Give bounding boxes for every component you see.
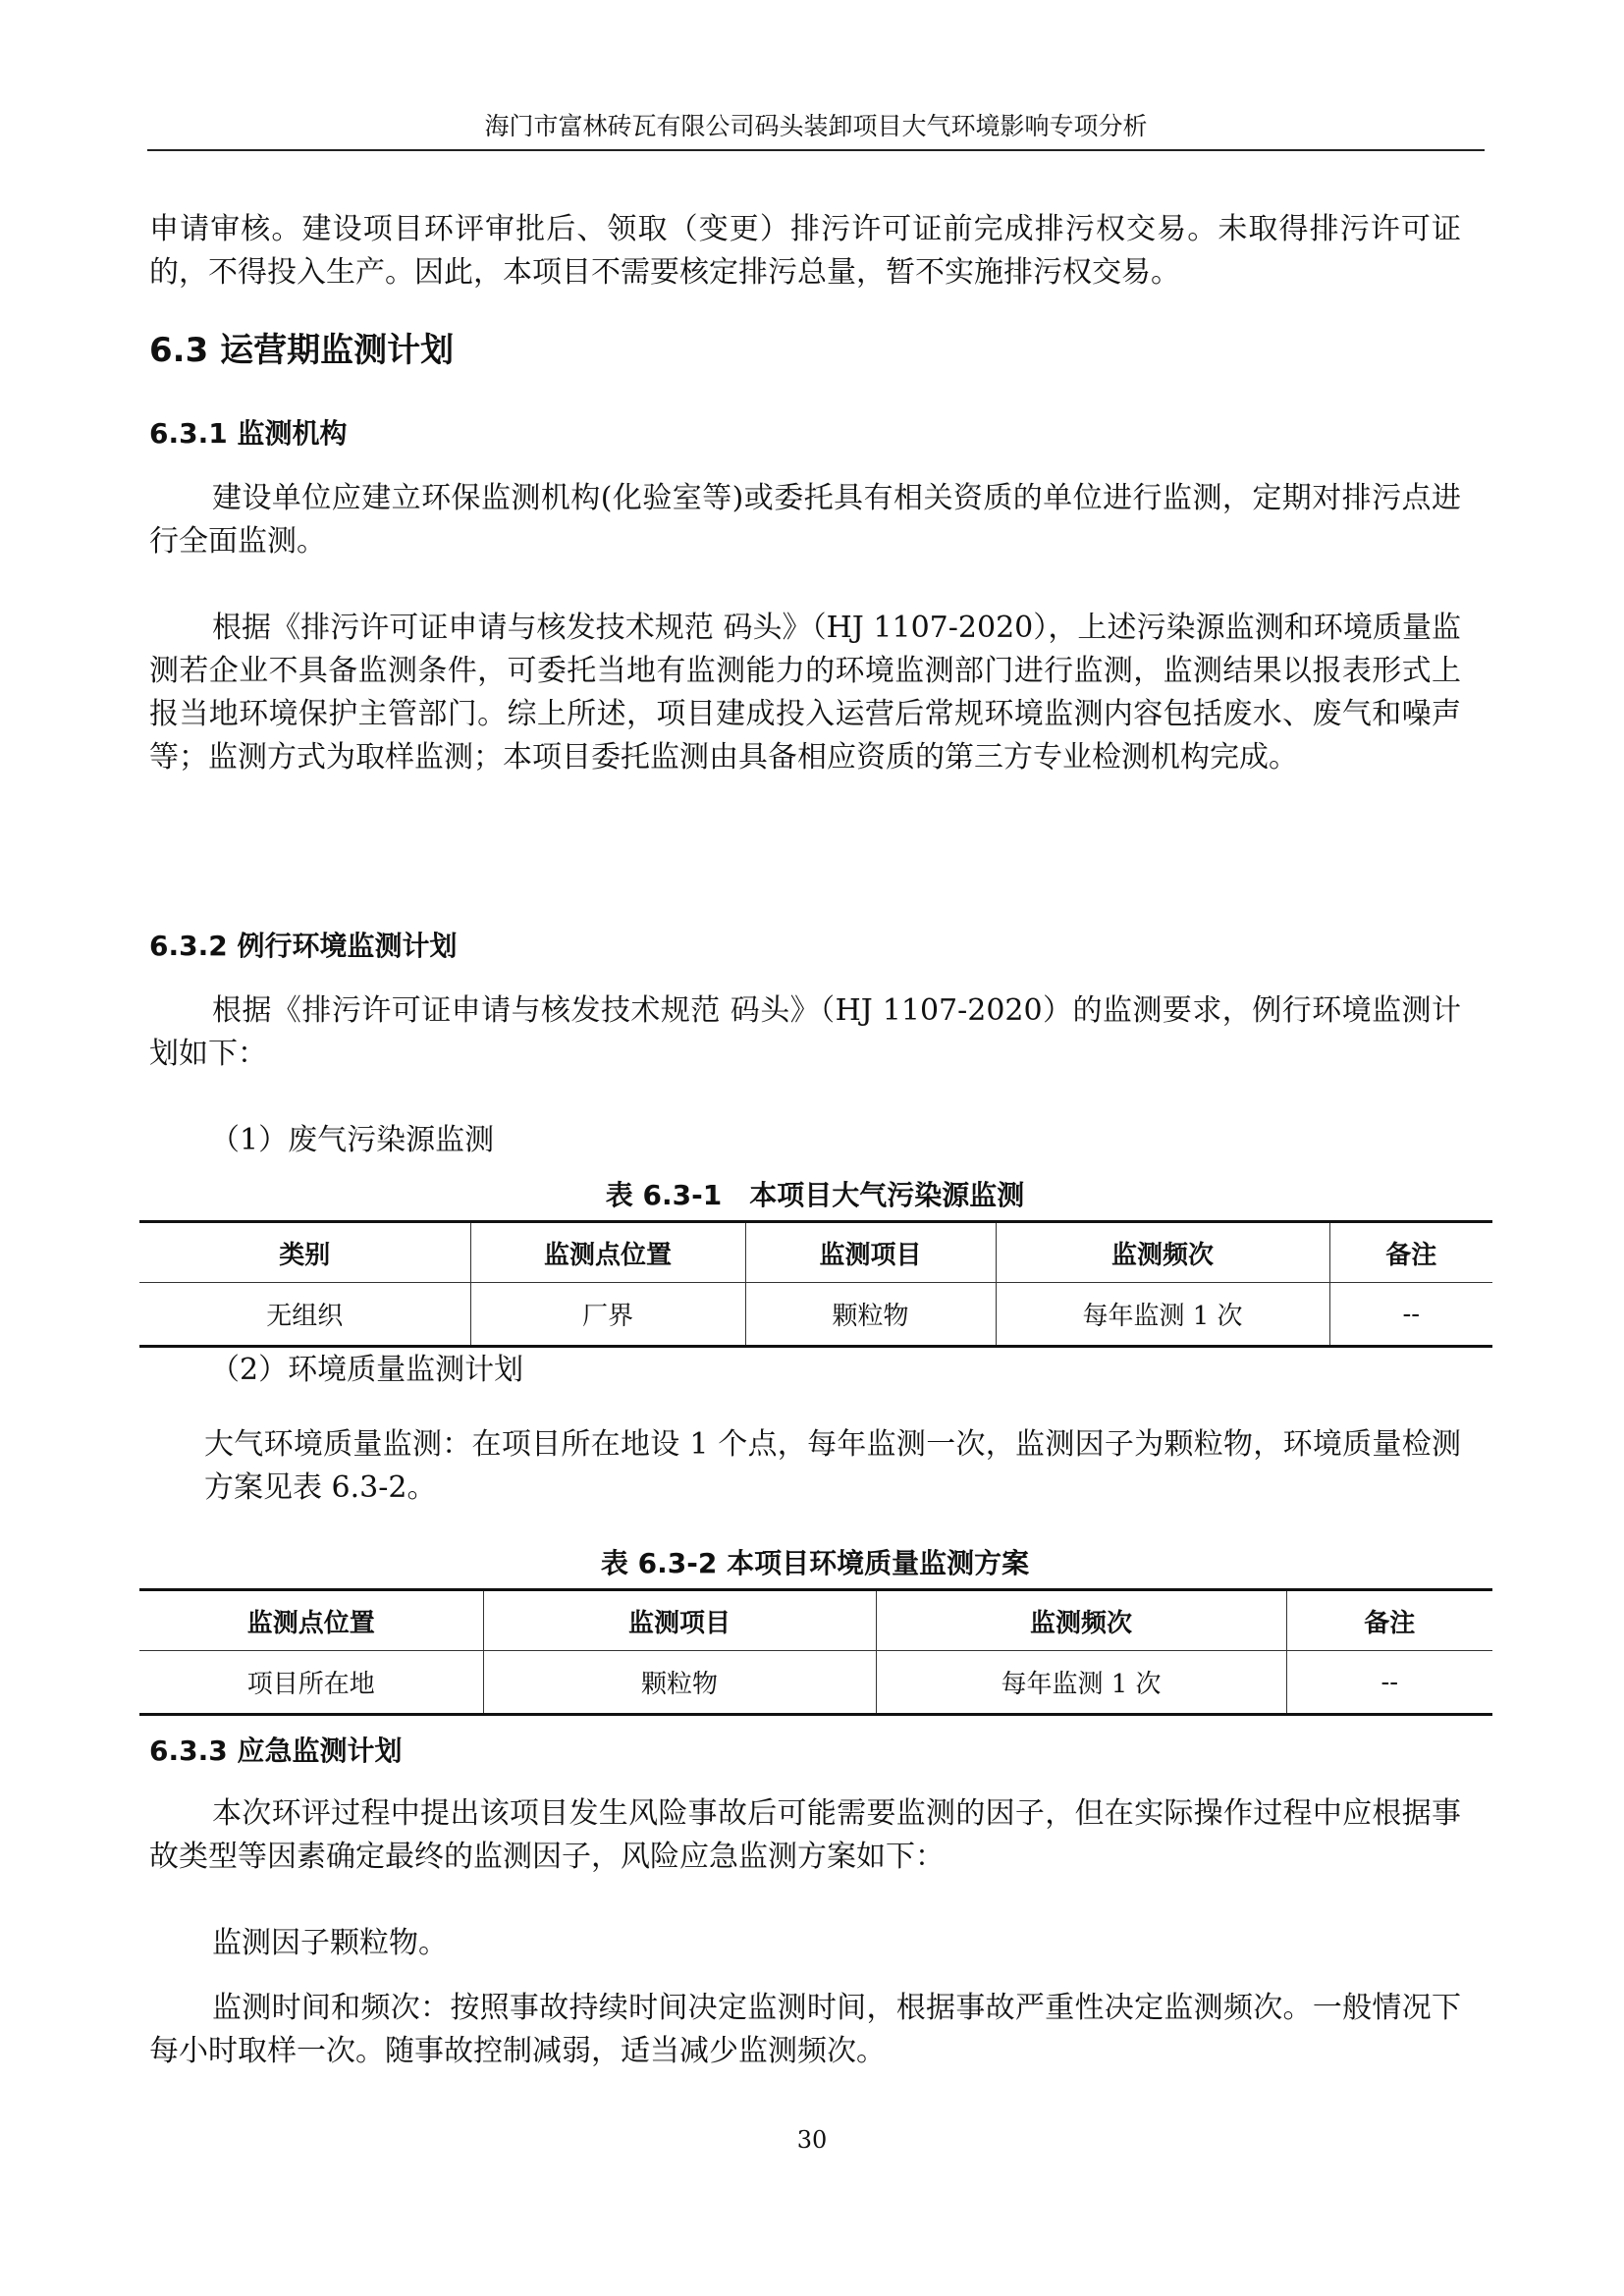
table-cell: 每年监测 1 次 — [876, 1651, 1286, 1715]
paragraph-routine-plan: 根据《排污许可证申请与核发技术规范 码头》（HJ 1107-2020）的监测要求，例行环境监测计划如下： — [149, 993, 1461, 1071]
subsection-heading-6-3-2: 6.3.2 例行环境监测计划 — [149, 930, 458, 962]
section-heading-6-3: 6.3 运营期监测计划 — [149, 331, 455, 370]
table-row — [139, 1283, 1492, 1347]
table-header-row — [139, 1590, 1492, 1651]
table-caption-6-3-1: 表 6.3-1 本项目大气污染源监测 — [605, 1179, 1025, 1211]
table-cell: 厂界 — [470, 1283, 745, 1347]
table-header-cell: 备注 — [1286, 1590, 1492, 1651]
table-header-cell: 监测点位置 — [470, 1222, 745, 1283]
table-cell: -- — [1329, 1283, 1492, 1347]
table-header-cell: 监测项目 — [483, 1590, 876, 1651]
list-item-environmental-quality: （2）环境质量监测计划 — [210, 1353, 524, 1387]
table-cell: 颗粒物 — [745, 1283, 996, 1347]
table-header-cell: 监测频次 — [996, 1222, 1329, 1283]
running-header: 海门市富林砖瓦有限公司码头装卸项目大气环境影响专项分析 — [484, 112, 1148, 140]
table-header-row — [139, 1222, 1492, 1283]
page-number: 30 — [796, 2126, 828, 2154]
header-rule — [147, 149, 1485, 151]
table-cell: 项目所在地 — [139, 1651, 483, 1715]
table-header-cell: 监测点位置 — [139, 1590, 483, 1651]
table-cell: -- — [1286, 1651, 1492, 1715]
table-air-pollution-source-monitoring — [139, 1220, 1492, 1348]
table-header-cell: 监测项目 — [745, 1222, 996, 1283]
table-cell: 每年监测 1 次 — [996, 1283, 1329, 1347]
list-item-exhaust-monitoring: （1）废气污染源监测 — [210, 1123, 495, 1157]
subsection-heading-6-3-3: 6.3.3 应急监测计划 — [149, 1735, 403, 1767]
table-environmental-quality-plan — [139, 1588, 1492, 1716]
paragraph-monitoring-agency: 建设单位应建立环保监测机构(化验室等)或委托具有相关资质的单位进行监测，定期对排污点进行全面监测。 — [149, 481, 1461, 559]
intro-paragraph: 申请审核。建设项目环评审批后、领取（变更）排污许可证前完成排污权交易。未取得排污许可证的，不得投入生产。因此，本项目不需要核定排污总量，暂不实施排污权交易。 — [149, 212, 1461, 290]
subsection-heading-6-3-1: 6.3.1 监测机构 — [149, 417, 348, 450]
table-cell: 颗粒物 — [483, 1651, 876, 1715]
table-header-cell: 类别 — [139, 1222, 470, 1283]
paragraph-monitoring-frequency: 监测时间和频次：按照事故持续时间决定监测时间，根据事故严重性决定监测频次。一般情况下每小时取样一次。随事故控制减弱，适当减少监测频次。 — [149, 1991, 1461, 2068]
table-row — [139, 1651, 1492, 1715]
paragraph-emergency-plan: 本次环评过程中提出该项目发生风险事故后可能需要监测的因子，但在实际操作过程中应根据事故类型等因素确定最终的监测因子，风险应急监测方案如下： — [149, 1796, 1461, 1874]
table-header-cell: 备注 — [1329, 1222, 1492, 1283]
paragraph-monitoring-basis: 根据《排污许可证申请与核发技术规范 码头》（HJ 1107-2020），上述污染源监测和环境质量监测若企业不具备监测条件，可委托当地有监测能力的环境监测部门进行监测，监测结果以报表形式上报当地环境保护主管部门。综上所述，项目建成投入运营后常规环境监测内容包括废水、废气和噪声等；监测方式为取样监测；本项目委托监测由具备相应资质的第三方专业检测机构完成。 — [149, 611, 1461, 774]
table-cell: 无组织 — [139, 1283, 470, 1347]
table-caption-6-3-2: 表 6.3-2 本项目环境质量监测方案 — [600, 1547, 1030, 1579]
paragraph-monitoring-factor: 监测因子颗粒物。 — [212, 1926, 448, 1960]
paragraph-air-quality-monitoring: 大气环境质量监测：在项目所在地设 1 个点，每年监测一次，监测因子为颗粒物，环境质量检测方案见表 6.3-2。 — [204, 1427, 1461, 1505]
table-header-cell: 监测频次 — [876, 1590, 1286, 1651]
